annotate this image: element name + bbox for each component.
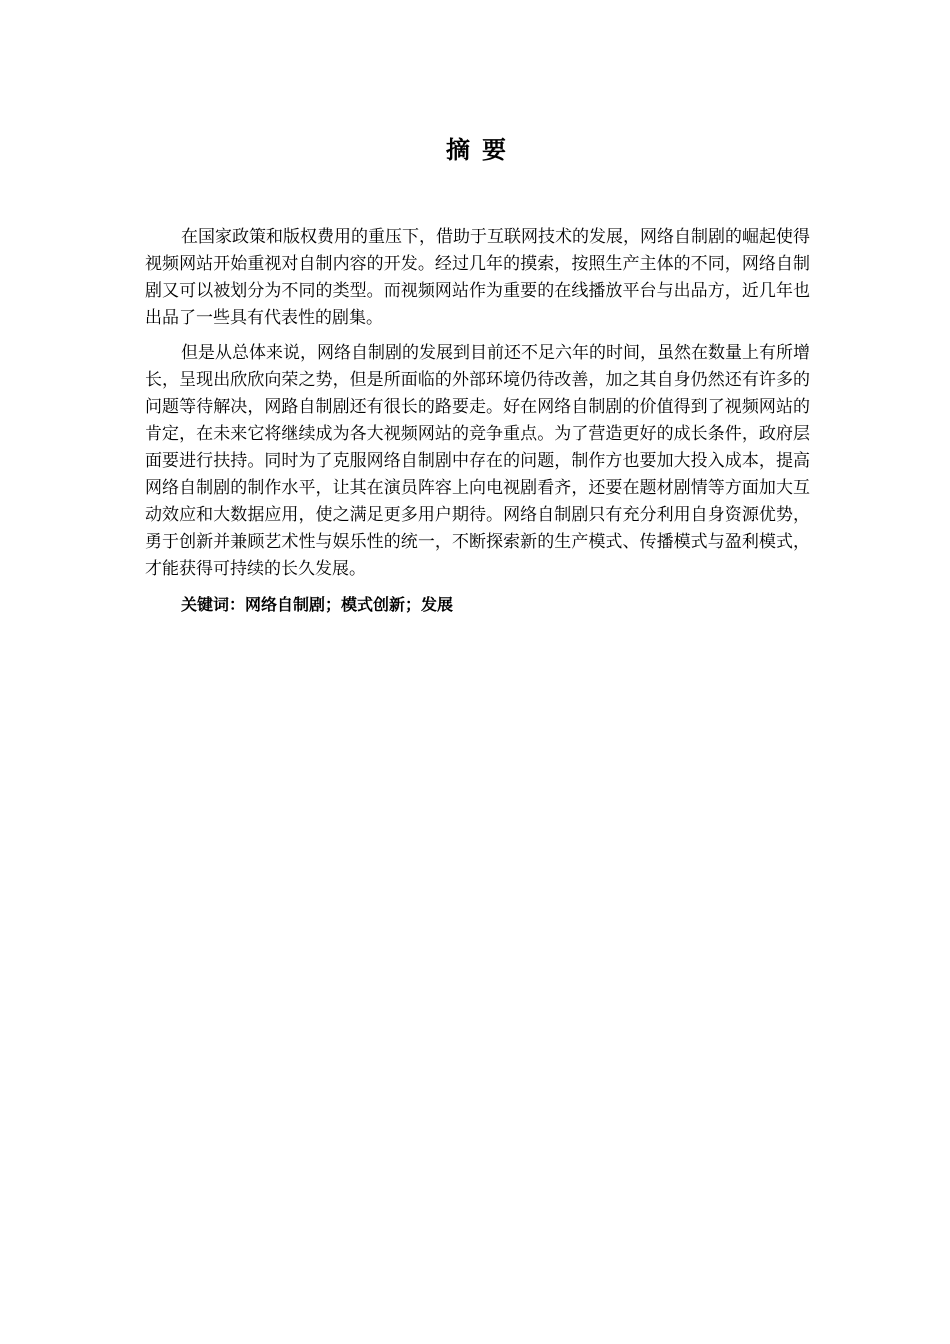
abstract-title: 摘要	[446, 136, 518, 164]
abstract-body	[145, 224, 810, 618]
abstract-paragraph-2: 但是从总体来说，网络自制剧的发展到目前还不足六年的时间，虽然在数量上有所增长，呈现出欣欣向荣之势，但是所面临的外部环境仍待改善，加之其自身仍然还有许多的问题等待解决，网路自制剧还有很长的路要走。好在网络自制剧的价值得到了视频网站的肯定，在未来它将继续成为各大视频网站的竞争重点。为了营造更好的成长条件，政府层面要进行扶持。同时为了克服网络自制剧中存在的问题，制作方也要加大投入成本，提高网络自制剧的制作水平，让其在演员阵容上向电视剧看齐，还要在题材剧情等方面加大互动效应和大数据应用，使之满足更多用户期待。网络自制剧只有充分利用自身资源优势，勇于创新并兼顾艺术性与娱乐性的统一，不断探索新的生产模式、传播模式与盈利模式，才能获得可持续的长久发展。	[145, 343, 810, 579]
abstract-paragraph-1: 在国家政策和版权费用的重压下，借助于互联网技术的发展，网络自制剧的崛起使得视频网站开始重视对自制内容的开发。经过几年的摸索，按照生产主体的不同，网络自制剧又可以被划分为不同的类型。而视频网站作为重要的在线播放平台与出品方，近几年也出品了一些具有代表性的剧集。	[145, 227, 810, 328]
keywords-line: 关键词：网络自制剧；模式创新；发展	[181, 595, 454, 614]
